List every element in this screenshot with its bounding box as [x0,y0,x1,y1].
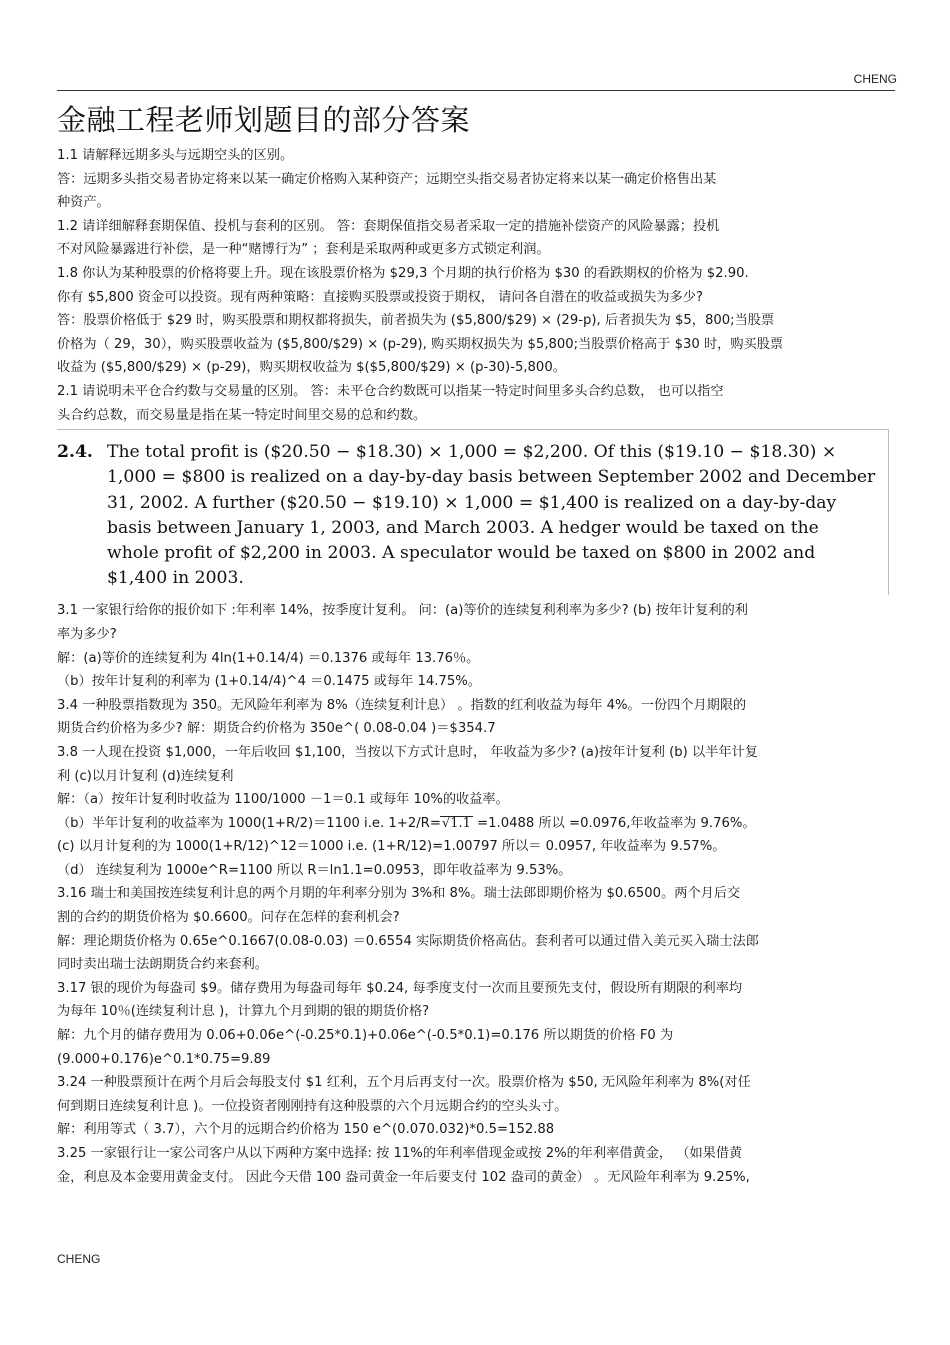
text-line: 头合约总数，而交易量是指在某一特定时间里交易的总和约数。 [57,407,427,423]
text-line: 3.8 一人现在投资 $1,000，一年后收回 $1,100，当按以下方式计息时， 年收益为多少? (a)按年计复利 (b) 以半年计复 [57,744,758,760]
text-line: 解：理论期货价格为 0.65e^0.1667(0.08-0.03) ＝0.6554 实际期货价格高估。套利者可以通过借入美元买入瑞士法郎 [57,933,759,949]
text-line: 3.1 一家银行给你的报价如下 :年利率 14%，按季度计复利。 问：(a)等价的连续复利利率为多少? (b) 按年计复利的利 [57,603,748,619]
text-line: 价格为（ 29，30），购买股票收益为 ($5,800/$29) × (p-29), 购买期权损失为 $5,800;当股票价格高于 $30 时，购买股票 [57,336,784,352]
excerpt-line: $1,400 in 2003. [107,568,244,589]
text-line: 种资产。 [57,195,110,211]
text-line: 3.17 银的现价为每盎司 $9。储存费用为每盎司每年 $0.24, 每季度支付一次而且要预先支付，假设所有期限的利率均 [57,980,743,996]
text-line: 答：远期多头指交易者协定将来以某一确定价格购入某种资产；远期空头指交易者协定将来以某一确定价格售出某 [57,171,717,187]
page-header [0,0,950,100]
excerpt-line: basis between January 1, 2003, and March 2003. A hedger would be taxed on the [107,517,819,538]
text-line: （b）按年计复利的利率为 (1+0.14/4)^4 ＝0.1475 或每年 14.75%。 [57,674,481,690]
excerpt-line: 31, 2002. A further ($20.50 − $19.10) × 1,000 = $1,400 is realized on a day-by-day [107,492,837,513]
text-line: 解：(a)等价的连续复利为 4ln(1+0.14/4) ＝0.1376 或每年 13.76％。 [57,650,480,666]
text-line: 利 (c)以月计复利 (d)连续复利 [57,768,234,784]
text-line [57,812,895,836]
excerpt-line: 1,000 = $800 is realized on a day-by-day basis between September 2002 and December [107,467,876,488]
text-line: 3.16 瑞士和美国按连续复利计息的两个月期的年利率分别为 3%和 8%。瑞士法郎即期价格为 $0.6500。两个月后交 [57,886,741,902]
text-line: 何到期日连续复利计息 )。一位投资者刚刚持有这种股票的六个月远期合约的空头头寸。 [57,1098,568,1114]
text-line: 1.1 请解释远期多头与远期空头的区别。 [57,148,294,163]
sqrt-radicand: 1.1 [450,815,471,831]
text-segment: =1.0488 所以 =0.0976,年收益率为 9.76%。 [472,815,756,831]
text-line: 收益为 ($5,800/$29) × (p-29)，购买期权收益为 $($5,800/$29) × (p-30)-5,800。 [57,360,566,376]
text-line: 金，利息及本金要用黄金支付。 因此今天借 100 盎司黄金一年后要支付 102 盎司的黄金） 。无风险年利率为 9.25%, [57,1169,750,1185]
text-line: 率为多少? [57,626,117,642]
text-line: (9.000+0.176)e^0.1*0.75=9.89 [57,1051,271,1067]
page-footer: CHENG [57,1252,101,1266]
text-line: 1.8 你认为某种股票的价格将要上升。现在该股票价格为 $29,3 个月期的执行价格为 $30 的看跌期权的价格为 $2.90. [57,265,749,281]
text-line: 期货合约价格为多少? 解：期货合约价格为 350e^( 0.08-0.04 )＝$354.7 [57,721,496,737]
text-line: (c) 以月计复利的为 1000(1+R/12)^12＝1000 i.e. (1+R/12)=1.00797 所以＝ 0.0957, 年收益率为 9.57%。 [57,839,726,855]
excerpt-label: 2.4. [57,442,93,463]
header-text: CHENG [853,72,897,86]
text-line: 3.24 一种股票预计在两个月后会每股支付 $1 红利，五个月后再支付一次。股票价格为 $50, 无风险年利率为 8%(对任 [57,1075,751,1091]
text-line: 2.1 请说明未平仓合约数与交易量的区别。 答：未平仓合约数既可以指某一特定时间里多头合约总数， 也可以指空 [57,383,724,399]
text-line: （d） 连续复利为 1000e^R=1100 所以 R＝ln1.1=0.0953，即年收益率为 9.53%。 [57,862,572,878]
page-title: 金融工程老师划题目的部分答案 [57,103,471,137]
excerpt-line: The total profit is ($20.50 − $18.30) × 1,000 = $2,200. Of this ($19.10 − $18.30) × [107,442,837,463]
text-line: 你有 $5,800 资金可以投资。现有两种策略：直接购买股票或投资于期权， 请问各自潜在的收益或损失为多少? [57,289,703,305]
text-line: 不对风险暴露进行补偿，是一种“赌博行为” ；套利是采取两种或更多方式锁定利润。 [57,242,550,258]
textbook-excerpt [57,429,889,595]
text-line: 解：利用等式（ 3.7），六个月的远期合约价格为 150 e^(0.070.032)*0.5=152.88 [57,1122,555,1138]
text-line: 解：九个月的储存费用为 0.06+0.06e^(-0.25*0.1)+0.06e^(-0.5*0.1)=0.176 所以期货的价格 F0 为 [57,1028,674,1044]
document-body [57,144,895,1189]
square-root-expression [440,816,473,831]
header-rule [57,90,895,91]
excerpt-line: whole profit of $2,200 in 2003. A speculator would be taxed on $800 in 2002 and [107,542,816,563]
text-line: 解：（a）按年计复利时收益为 1100/1000 －1＝0.1 或每年 10%的收益率。 [57,792,509,808]
text-line: 3.4 一种股票指数现为 350。无风险年利率为 8%（连续复利计息） 。指数的红利收益为每年 4%。一份四个月期限的 [57,697,747,713]
text-line: 同时卖出瑞士法朗期货合约来套利。 [57,957,268,973]
text-line: 答：股票价格低于 $29 时，购买股票和期权都将损失，前者损失为 ($5,800/$29) × (29-p), 后者损失为 $5，800;当股票 [57,313,775,329]
text-line: 1.2 请详细解释套期保值、投机与套利的区别。 答：套期保值指交易者采取一定的措施补偿资产的风险暴露；投机 [57,218,720,234]
text-line: 3.25 一家银行让一家公司客户从以下两种方案中选择: 按 11%的年利率借现金或按 2%的年利率借黄金， （如果借黄 [57,1146,743,1161]
text-line: 为每年 10％(连续复利计息 )，计算九个月到期的银的期货价格? [57,1004,430,1020]
text-segment: （b）半年计复利的收益率为 1000(1+R/2)＝1100 i.e. 1+2/R= [57,815,441,831]
sqrt-radical-icon: √ [441,815,451,831]
text-line: 割的合约的期货价格为 $0.6600。问存在怎样的套利机会? [57,910,400,926]
